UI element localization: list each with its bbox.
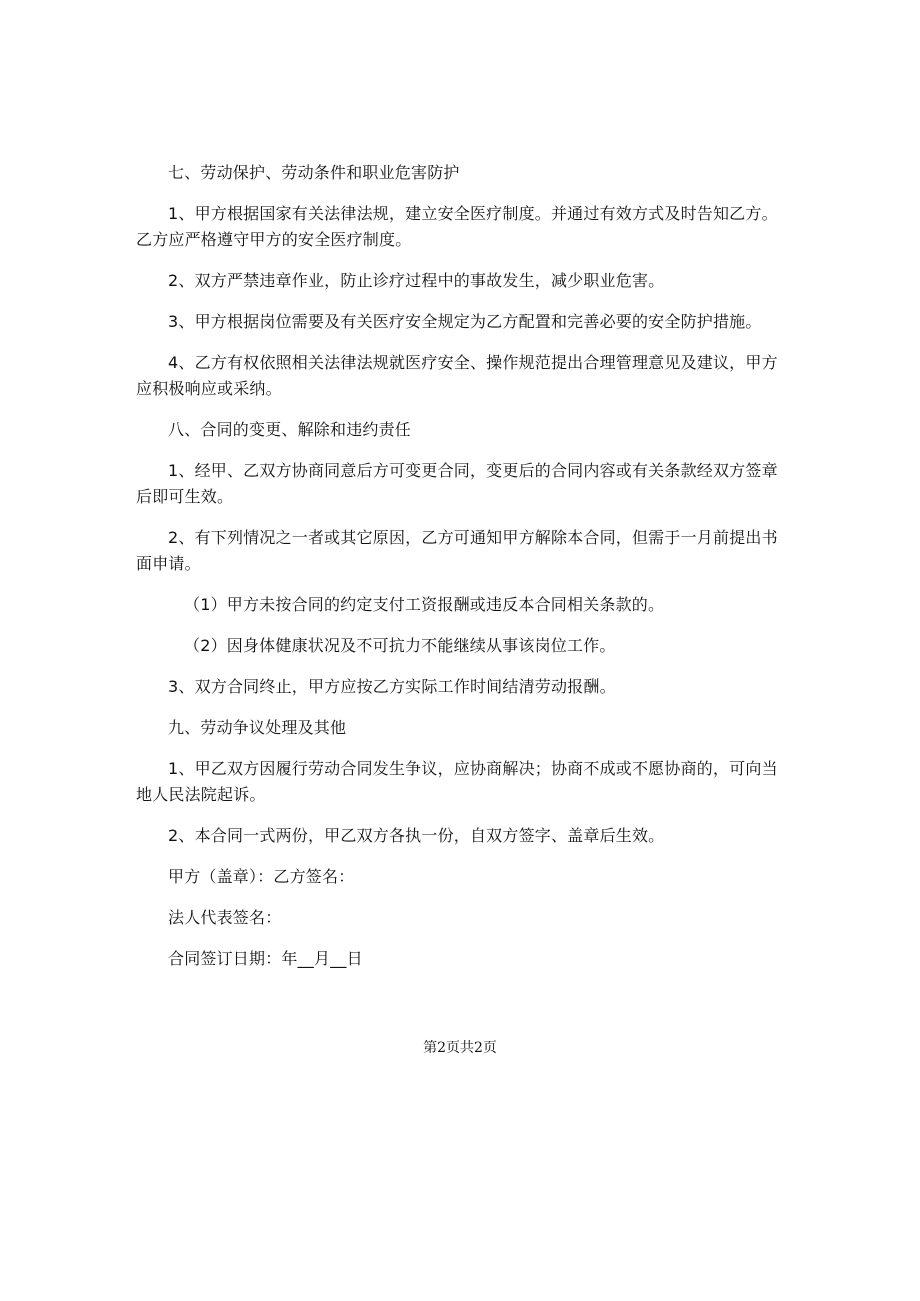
clause-termination-item-1: （1）甲方未按合同的约定支付工资报酬或违反本合同相关条款的。 xyxy=(184,595,665,614)
clause-dispute-resolution: 1、甲乙双方因履行劳动合同发生争议，应协商解决；协商不成或不愿协商的，可向当地人民法院起诉。 xyxy=(136,759,778,804)
signing-date-line: 合同签订日期：年__月__日 xyxy=(168,949,363,968)
section-heading-contract-change: 八、合同的变更、解除和违约责任 xyxy=(168,420,412,439)
clause-safety-system: 1、甲方根据国家有关法律法规，建立安全医疗制度。并通过有效方式及时告知乙方。乙方应严格遵守甲方的安全医疗制度。 xyxy=(136,204,778,249)
section-heading-labor-protection: 七、劳动保护、劳动条件和职业危害防护 xyxy=(168,163,460,182)
clause-suggestions: 4、乙方有权依照相关法律法规就医疗安全、操作规范提出合理管理意见及建议，甲方应积极响应或采纳。 xyxy=(136,353,778,398)
clause-termination-item-2: （2）因身体健康状况及不可抗力不能继续从事该岗位工作。 xyxy=(184,636,616,655)
clause-copies: 2、本合同一式两份，甲乙双方各执一份，自双方签字、盖章后生效。 xyxy=(168,826,665,845)
section-heading-disputes: 九、劳动争议处理及其他 xyxy=(168,718,347,737)
clause-contract-change: 1、经甲、乙双方协商同意后方可变更合同，变更后的合同内容或有关条款经双方签章后即可生效。 xyxy=(136,461,778,506)
clause-protective-measures: 3、甲方根据岗位需要及有关医疗安全规定为乙方配置和完善必要的安全防护措施。 xyxy=(168,312,762,331)
page-number-footer: 第2页共2页 xyxy=(423,1040,497,1056)
clause-no-violation: 2、双方严禁违章作业，防止诊疗过程中的事故发生，减少职业危害。 xyxy=(168,271,665,290)
document-body xyxy=(136,160,791,987)
signature-legal-representative: 法人代表签名： xyxy=(168,908,282,927)
clause-termination: 2、有下列情况之一者或其它原因，乙方可通知甲方解除本合同，但需于一月前提出书面申请。 xyxy=(136,528,778,573)
clause-settlement: 3、双方合同终止，甲方应按乙方实际工作时间结清劳动报酬。 xyxy=(168,677,616,696)
signature-party-line: 甲方（盖章）：乙方签名： xyxy=(168,867,355,886)
